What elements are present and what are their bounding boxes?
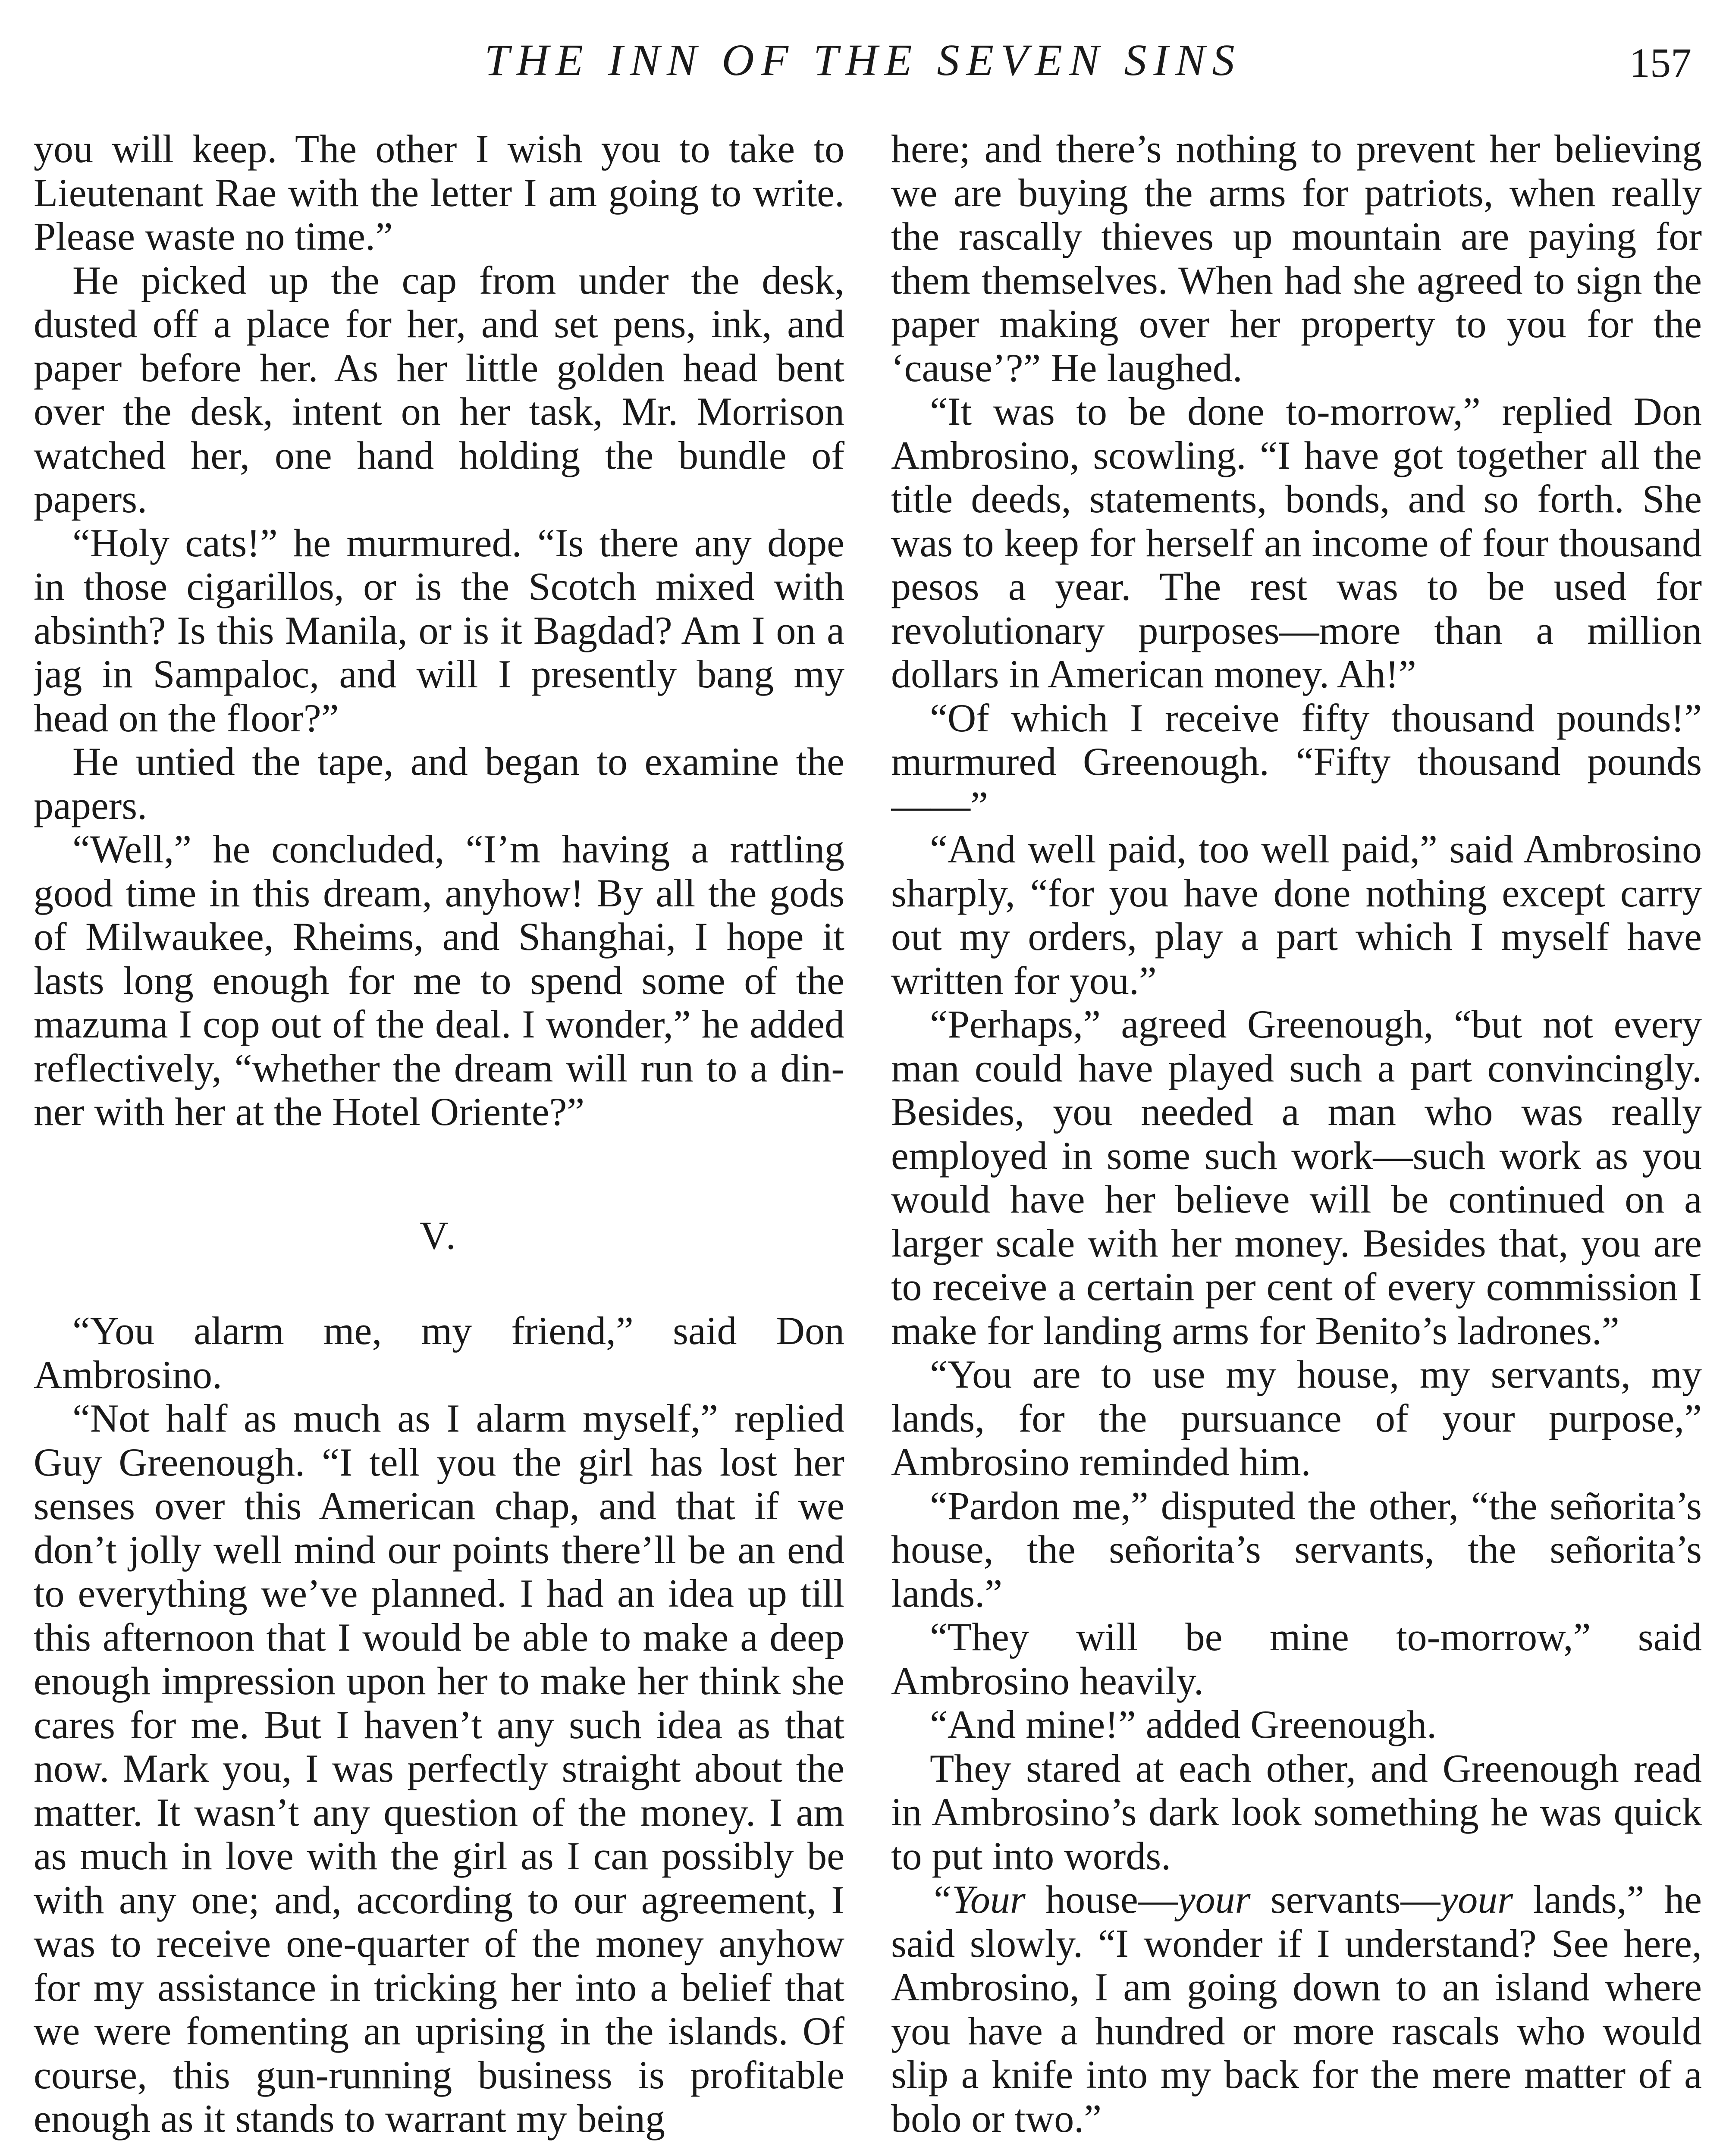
paragraph: “It was to be done to-morrow,” replied Don Ambrosino, scowling. “I have got together all the title deeds, statements, bonds, and so forth. She was to keep for herself an income of four thousand pesos a year. The rest was to be used for revolutionary purposes—more than a million dollars in American money. Ah!” bbox=[891, 389, 1702, 696]
paragraph: “Holy cats!” he murmured. “Is there any dope in those cigarillos, or is the Scotch mixed with absinth? Is this Manila, or is it Bagdad? Am I on a jag in Sampaloc, and will I presently bang my head on the floor?” bbox=[34, 520, 844, 740]
paragraph: “Pardon me,” disputed the other, “the señorita’s house, the señorita’s servants, the señorita’s lands.” bbox=[891, 1483, 1702, 1615]
paragraph: here; and there’s nothing to prevent her believing we are buying the arms for patriots, when really the rascally thieves up mountain are paying for them themselves. When had she agreed to sign the paper making over her property to you for the ‘cause’?” He laughed. bbox=[891, 127, 1702, 390]
paragraph: “Perhaps,” agreed Greenough, “but not every man could have played such a part convincingly. Besides, you needed a man who was really employed in some such work—such work as you would have her believe will be continued on a larger scale with her money. Besides that, you are to receive a certain per cent of every commission I make for landing arms for Benito’s ladrones.” bbox=[891, 1002, 1702, 1353]
paragraph: “Well,” he concluded, “I’m having a rattling good time in this dream, anyhow! By all the gods of Milwaukee, Rheims, and Shanghai, I hope it lasts long enough for me to spend some of the mazuma I cop out of the deal. I wonder,” he added reflectively, “whether the dream will run to a dinner with her at the Hotel Oriente?” bbox=[34, 827, 844, 1134]
paragraph-text: house— bbox=[1025, 1877, 1178, 1921]
paragraph: “And well paid, too well paid,” said Ambrosino sharply, “for you have done nothing except carry out my orders, play a part which I myself have written for you.” bbox=[891, 827, 1702, 1003]
paragraph: “Not half as much as I alarm myself,” replied Guy Greenough. “I tell you the girl has lost her senses over this American chap, and that if we don’t jolly well mind our points there’ll be an end to everything we’ve planned. I had an idea up till this afternoon that I would be able to make a deep enough impression upon her to make her think she cares for me. But I haven’t any such idea as that now. Mark you, I was perfectly straight about the matter. It wasn’t any question of the money. I am as much in love with the girl as I can possibly be with any one; and, according to our agreement, I was to receive one-quarter of the money anyhow for my assistance in tricking her into a belief that we were fomenting an uprising in the islands. Of course, this gun-running business is profitable enough as it stands to warrant my being bbox=[34, 1396, 844, 2140]
paragraph: you will keep. The other I wish you to take to Lieutenant Rae with the letter I am going to write. Please waste no time.” bbox=[34, 127, 844, 258]
right-column bbox=[891, 127, 1702, 2156]
paragraph: They stared at each other, and Greenough read in Ambrosino’s dark look something he was quick to put into words. bbox=[891, 1746, 1702, 1878]
emphasis-text: “Your bbox=[930, 1877, 1026, 1921]
paragraph-text: servants— bbox=[1250, 1877, 1440, 1921]
paragraph-text: lands,” he said slowly. “I wonder if I understand? See here, Ambrosino, I am going down to an island where you have a hundred or more rascals who would slip a knife into my back for the mere matter of a bolo or two.” bbox=[891, 1877, 1702, 2140]
page-header bbox=[22, 30, 1704, 95]
paragraph: “You alarm me, my friend,” said Don Ambrosino. bbox=[34, 1309, 844, 1397]
paragraph-emphasis bbox=[891, 1878, 1702, 2140]
page-number: 157 bbox=[1629, 40, 1691, 86]
left-column bbox=[34, 127, 844, 2156]
paragraph: He picked up the cap from under the desk, dusted off a place for her, and set pens, ink, and paper before her. As her little golden head bent over the desk, intent on her task, Mr. Morrison watched her, one hand holding the bundle of papers. bbox=[34, 258, 844, 521]
paragraph: “And mine!” added Greenough. bbox=[930, 1702, 1437, 1746]
paragraph: “Of which I receive fifty thousand pounds!” murmured Greenough. “Fifty thousand pounds——” bbox=[891, 696, 1702, 827]
emphasis-text: your bbox=[1440, 1877, 1513, 1921]
running-title: THE INN OF THE SEVEN SINS bbox=[484, 35, 1242, 85]
paragraph: “You are to use my house, my servants, my lands, for the pursuance of your purpose,” Ambrosino reminded him. bbox=[891, 1352, 1702, 1484]
emphasis-text: your bbox=[1177, 1877, 1251, 1921]
section-heading: V. bbox=[420, 1213, 458, 1257]
paragraph: “They will be mine to-morrow,” said Ambrosino heavily. bbox=[891, 1615, 1702, 1703]
paragraph: He untied the tape, and began to examine the papers. bbox=[34, 740, 844, 827]
